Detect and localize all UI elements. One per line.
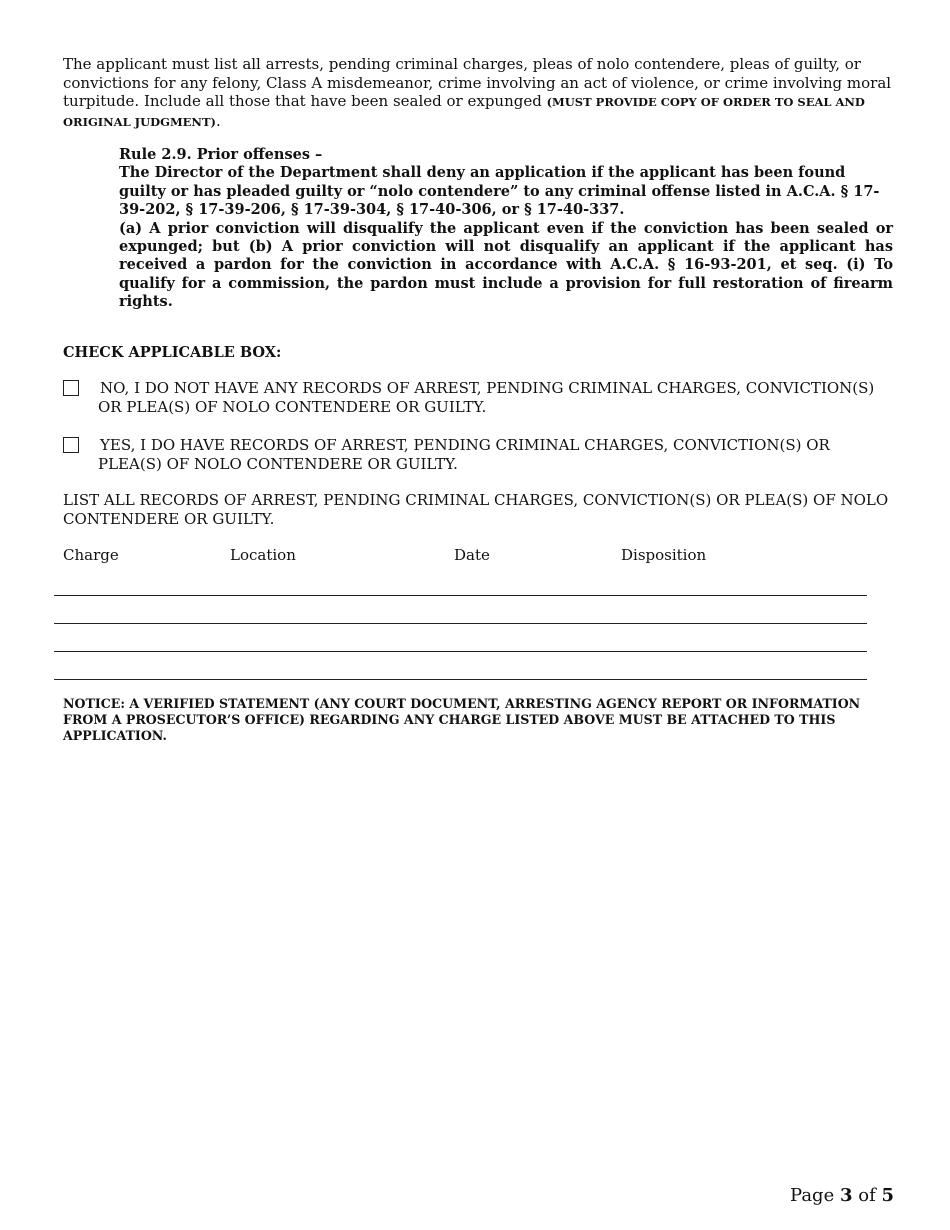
no-records-label: NO, I DO NOT HAVE ANY RECORDS OF ARREST, PENDING CRIMINAL CHARGES, CONVICTION(S) OR PLEA(S) OF NOLO CONTENDERE OR GUILTY. xyxy=(98,379,875,416)
rule-title: Rule 2.9. Prior offenses – xyxy=(119,146,323,163)
record-entry-line[interactable] xyxy=(54,679,867,680)
page-total: 5 xyxy=(881,1185,894,1206)
no-records-checkbox[interactable] xyxy=(63,380,79,396)
list-records-heading: LIST ALL RECORDS OF ARREST, PENDING CRIMINAL CHARGES, CONVICTION(S) OR PLEA(S) OF NOLO CONTENDERE OR GUILTY. xyxy=(63,491,889,528)
page-of: of xyxy=(858,1185,876,1206)
intro-text: The applicant must list all arrests, pending criminal charges, pleas of nolo contendere, pleas of guilty, or convictions for any felony, Class A misdemeanor, crime involving an act of violence, or crime involving moral turpitude. Include all those that have been sealed or expunged xyxy=(63,55,892,110)
record-entry-line[interactable] xyxy=(54,651,867,652)
rule-paragraph-1: The Director of the Department shall deny an application if the applicant has been found guilty or has pleaded guilty or “nolo contendere” to any criminal offense listed in A.C.A. § 17-39-202, § 17-39-206, § 17-39-304, § 17-40-306, or § 17-40-337. xyxy=(119,164,880,219)
rule-block xyxy=(119,146,893,312)
intro-paragraph xyxy=(63,55,893,131)
check-applicable-heading: CHECK APPLICABLE BOX: xyxy=(63,344,282,361)
column-date: Date xyxy=(454,546,490,564)
page-number xyxy=(790,1185,894,1206)
column-charge: Charge xyxy=(63,546,119,564)
record-entry-line[interactable] xyxy=(54,595,867,596)
page-current: 3 xyxy=(839,1185,853,1206)
record-entry-line[interactable] xyxy=(54,623,867,624)
rule-paragraph-2: (a) A prior conviction will disqualify the applicant even if the conviction has been sealed or expunged; but (b) A prior conviction will not disqualify an applicant if the applicant has received a pardon for the conviction in accordance with A.C.A. § 16-93-201, et seq. (i) To qualify for a commission, the pardon must include a provision for full restoration of firearm rights. xyxy=(119,219,893,311)
yes-records-label: YES, I DO HAVE RECORDS OF ARREST, PENDING CRIMINAL CHARGES, CONVICTION(S) OR PLEA(S) OF NOLO CONTENDERE OR GUILTY. xyxy=(98,436,830,473)
verified-statement-notice: NOTICE: A VERIFIED STATEMENT (ANY COURT DOCUMENT, ARRESTING AGENCY REPORT OR INFORMATION FROM A PROSECUTOR’S OFFICE) REGARDING ANY CHARGE LISTED ABOVE MUST BE ATTACHED TO THIS APPLICATION. xyxy=(63,696,861,743)
page-prefix: Page xyxy=(790,1185,835,1206)
column-disposition: Disposition xyxy=(621,546,707,564)
column-location: Location xyxy=(230,546,296,564)
option-yes-records[interactable] xyxy=(63,436,893,473)
intro-bold-note: (MUST PROVIDE COPY OF ORDER TO SEAL AND ORIGINAL JUDGMENT) xyxy=(63,95,865,129)
option-no-records[interactable] xyxy=(63,379,893,416)
intro-trailing: . xyxy=(215,111,221,130)
yes-records-checkbox[interactable] xyxy=(63,437,79,453)
